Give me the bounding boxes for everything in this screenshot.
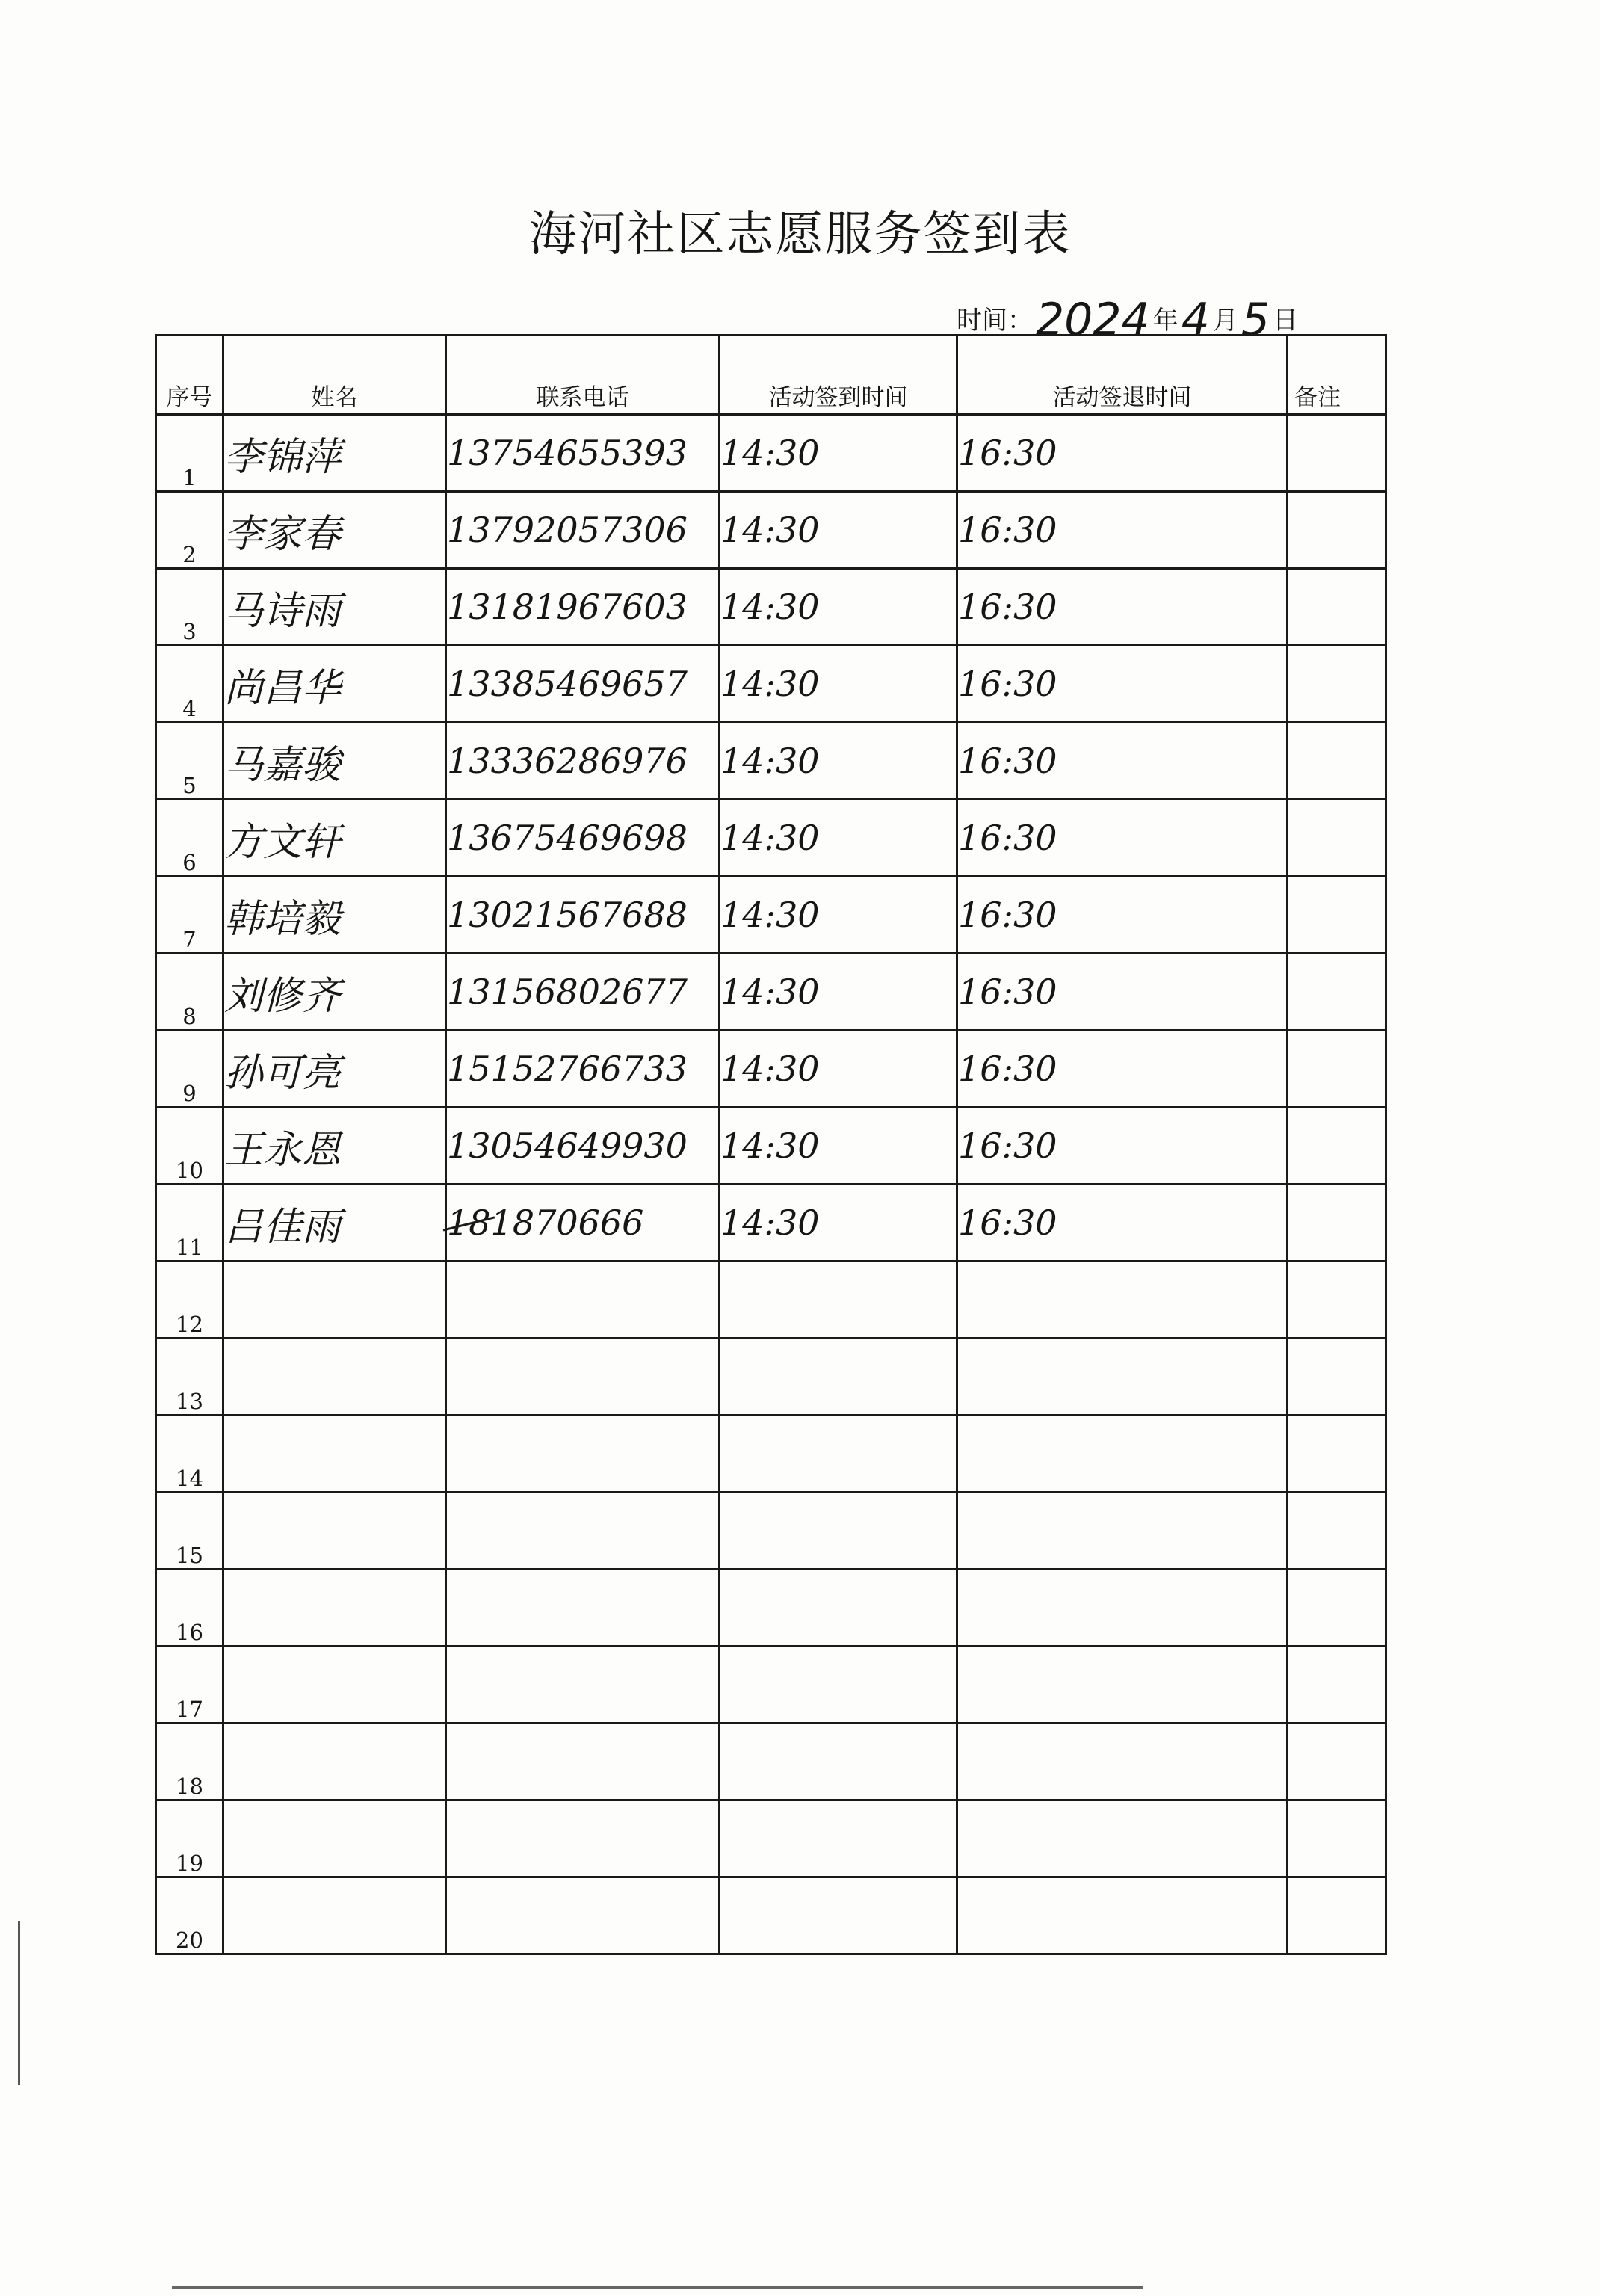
- checkin-time: [720, 1262, 957, 1339]
- checkin-time: [720, 1723, 957, 1800]
- remarks: [1288, 1723, 1386, 1800]
- volunteer-name: [223, 1647, 446, 1723]
- row-number: 3: [156, 569, 223, 646]
- remarks: [1288, 723, 1386, 800]
- remarks: [1288, 1185, 1386, 1262]
- table-row: [156, 1800, 1386, 1877]
- phone-number: 13021567688: [446, 877, 720, 954]
- row-number: 9: [156, 1031, 223, 1108]
- volunteer-name: [223, 1877, 446, 1954]
- checkin-time: [720, 1493, 957, 1570]
- row-number: 19: [156, 1800, 223, 1877]
- checkin-time: 14:30: [720, 492, 957, 569]
- table-row: [156, 569, 1386, 646]
- phone-number: [446, 1493, 720, 1570]
- remarks: [1288, 1262, 1386, 1339]
- remarks: [1288, 1800, 1386, 1877]
- checkin-time: 14:30: [720, 1108, 957, 1185]
- header-note: 备注: [1288, 336, 1386, 415]
- checkout-time: 16:30: [957, 1031, 1288, 1108]
- row-number: 16: [156, 1570, 223, 1647]
- phone-number: [446, 1877, 720, 1954]
- phone-digits: 1870666: [490, 1203, 644, 1243]
- phone-number: [446, 1416, 720, 1493]
- table-row: [156, 492, 1386, 569]
- volunteer-name: 马诗雨: [223, 569, 446, 646]
- remarks: [1288, 877, 1386, 954]
- row-number: 5: [156, 723, 223, 800]
- row-number: 15: [156, 1493, 223, 1570]
- phone-number: 13792057306: [446, 492, 720, 569]
- checkin-time: [720, 1570, 957, 1647]
- phone-number: 13675469698: [446, 800, 720, 877]
- checkout-time: [957, 1493, 1288, 1570]
- table-row: [156, 1262, 1386, 1339]
- remarks: [1288, 1108, 1386, 1185]
- volunteer-name: 尚昌华: [223, 646, 446, 723]
- table-row: [156, 1185, 1386, 1262]
- checkout-time: [957, 1570, 1288, 1647]
- checkout-time: 16:30: [957, 646, 1288, 723]
- volunteer-name: [223, 1570, 446, 1647]
- checkin-time: 14:30: [720, 800, 957, 877]
- checkout-time: [957, 1877, 1288, 1954]
- row-number: 17: [156, 1647, 223, 1723]
- table-row: [156, 1108, 1386, 1185]
- checkin-time: [720, 1647, 957, 1723]
- remarks: [1288, 1416, 1386, 1493]
- checkout-time: 16:30: [957, 415, 1288, 492]
- volunteer-name: 吕佳雨: [223, 1185, 446, 1262]
- volunteer-name: 李家春: [223, 492, 446, 569]
- remarks: [1288, 800, 1386, 877]
- table-row: [156, 646, 1386, 723]
- remarks: [1288, 1339, 1386, 1416]
- checkin-time: 14:30: [720, 415, 957, 492]
- header-name: 姓名: [223, 336, 446, 415]
- remarks: [1288, 492, 1386, 569]
- row-number: 8: [156, 954, 223, 1031]
- checkout-time: 16:30: [957, 954, 1288, 1031]
- checkin-time: [720, 1800, 957, 1877]
- remarks: [1288, 1493, 1386, 1570]
- remarks: [1288, 1877, 1386, 1954]
- table-row: [156, 1339, 1386, 1416]
- checkout-time: [957, 1416, 1288, 1493]
- volunteer-name: 马嘉骏: [223, 723, 446, 800]
- volunteer-name: 孙可亮: [223, 1031, 446, 1108]
- volunteer-name: 方文轩: [223, 800, 446, 877]
- remarks: [1288, 1031, 1386, 1108]
- phone-number: 13336286976: [446, 723, 720, 800]
- date-label: 时间：: [957, 306, 1033, 336]
- remarks: [1288, 1570, 1386, 1647]
- volunteer-name: [223, 1800, 446, 1877]
- phone-number: [446, 1339, 720, 1416]
- checkin-time: 14:30: [720, 1185, 957, 1262]
- phone-number: [446, 1647, 720, 1723]
- checkout-time: 16:30: [957, 1185, 1288, 1262]
- checkin-time: 14:30: [720, 569, 957, 646]
- remarks: [1288, 569, 1386, 646]
- checkin-time: [720, 1339, 957, 1416]
- date-day-unit: 日: [1273, 306, 1299, 336]
- table-row: [156, 1416, 1386, 1493]
- header-row: [156, 336, 1386, 415]
- checkout-time: [957, 1647, 1288, 1723]
- form-title: 海河社区志愿服务签到表: [528, 207, 1072, 262]
- checkin-time: [720, 1416, 957, 1493]
- volunteer-name: [223, 1723, 446, 1800]
- volunteer-name: [223, 1493, 446, 1570]
- remarks: [1288, 954, 1386, 1031]
- table-row: [156, 954, 1386, 1031]
- checkout-time: 16:30: [957, 800, 1288, 877]
- checkout-time: [957, 1262, 1288, 1339]
- row-number: 14: [156, 1416, 223, 1493]
- checkin-time: 14:30: [720, 646, 957, 723]
- checkout-time: [957, 1723, 1288, 1800]
- checkout-time: 16:30: [957, 569, 1288, 646]
- volunteer-name: 韩培毅: [223, 877, 446, 954]
- checkin-time: [720, 1877, 957, 1954]
- checkin-time: 14:30: [720, 723, 957, 800]
- header-phone: 联系电话: [446, 336, 720, 415]
- checkout-time: 16:30: [957, 492, 1288, 569]
- phone-number: 13156802677: [446, 954, 720, 1031]
- table-row: [156, 415, 1386, 492]
- checkout-time: [957, 1339, 1288, 1416]
- scan-edge-mark: [18, 1921, 20, 2085]
- volunteer-name: [223, 1339, 446, 1416]
- phone-number: [446, 1723, 720, 1800]
- checkin-time: 14:30: [720, 954, 957, 1031]
- table-row: [156, 1493, 1386, 1570]
- phone-number: [446, 1570, 720, 1647]
- checkout-time: [957, 1800, 1288, 1877]
- date-month: 4: [1181, 294, 1210, 346]
- row-number: 13: [156, 1339, 223, 1416]
- checkout-time: 16:30: [957, 723, 1288, 800]
- date-year-unit: 年: [1152, 306, 1179, 336]
- header-checkin: 活动签到时间: [720, 336, 957, 415]
- table-row: [156, 1647, 1386, 1723]
- header-checkout: 活动签退时间: [957, 336, 1288, 415]
- date-day: 5: [1241, 294, 1270, 346]
- row-number: 18: [156, 1723, 223, 1800]
- phone-number: [446, 1262, 720, 1339]
- phone-number: [446, 1800, 720, 1877]
- phone-number: 13181967603: [446, 569, 720, 646]
- row-number: 1: [156, 415, 223, 492]
- volunteer-name: 刘修齐: [223, 954, 446, 1031]
- table-row: [156, 1570, 1386, 1647]
- remarks: [1288, 1647, 1386, 1723]
- row-number: 10: [156, 1108, 223, 1185]
- phone-number: 13054649930: [446, 1108, 720, 1185]
- checkout-time: 16:30: [957, 1108, 1288, 1185]
- volunteer-name: [223, 1416, 446, 1493]
- checkin-time: 14:30: [720, 1031, 957, 1108]
- checkin-time: 14:30: [720, 877, 957, 954]
- remarks: [1288, 415, 1386, 492]
- table-row: [156, 1877, 1386, 1954]
- row-number: 4: [156, 646, 223, 723]
- date-year: 2024: [1036, 294, 1150, 346]
- table-row: [156, 877, 1386, 954]
- phone-number: [446, 1185, 720, 1262]
- volunteer-name: 王永恩: [223, 1108, 446, 1185]
- header-no: 序号: [156, 336, 223, 415]
- table-row: [156, 1723, 1386, 1800]
- remarks: [1288, 646, 1386, 723]
- date-month-unit: 月: [1212, 306, 1238, 336]
- row-number: 2: [156, 492, 223, 569]
- struck-out-digits: 18: [447, 1203, 491, 1243]
- checkout-time: 16:30: [957, 877, 1288, 954]
- row-number: 7: [156, 877, 223, 954]
- volunteer-name: [223, 1262, 446, 1339]
- row-number: 11: [156, 1185, 223, 1262]
- phone-number: 13385469657: [446, 646, 720, 723]
- phone-number: 13754655393: [446, 415, 720, 492]
- table-row: [156, 800, 1386, 877]
- table-row: [156, 723, 1386, 800]
- row-number: 6: [156, 800, 223, 877]
- volunteer-name: 李锦萍: [223, 415, 446, 492]
- phone-number: 15152766733: [446, 1031, 720, 1108]
- table-row: [156, 1031, 1386, 1108]
- row-number: 20: [156, 1877, 223, 1954]
- row-number: 12: [156, 1262, 223, 1339]
- signin-table: [155, 334, 1387, 1955]
- scan-edge-mark: [172, 2286, 1143, 2289]
